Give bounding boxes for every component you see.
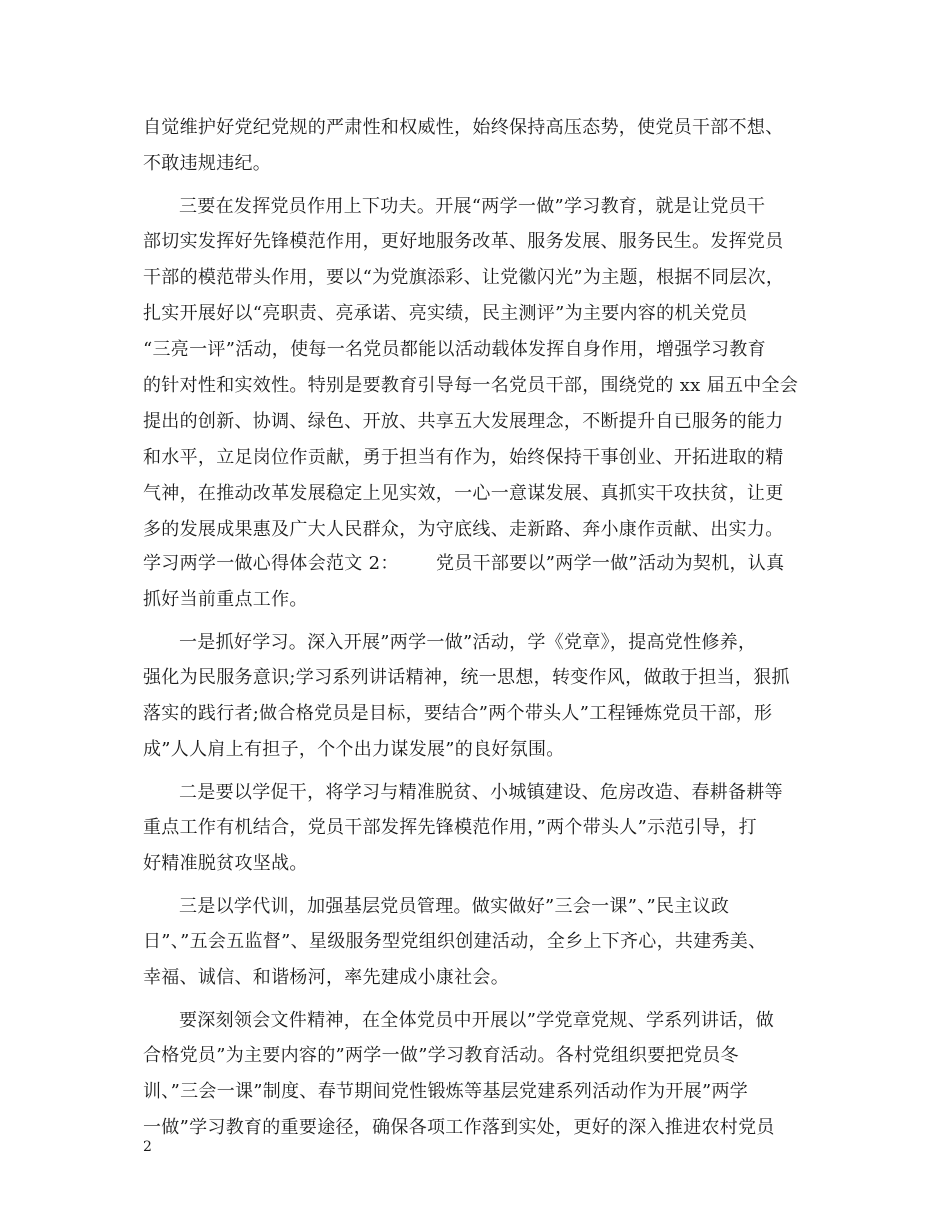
- text-line: 二是要以学促干，将学习与精准脱贫、小城镇建设、危房改造、春耕备耕等: [179, 782, 783, 803]
- text-line: 不敢违规违纪。: [143, 153, 272, 174]
- text-line: 三要在发挥党员作用上下功夫。开展“两学一做”学习教育，就是让党员干: [179, 196, 766, 217]
- text-line: 气神，在推动改革发展稳定上见实效，一心一意谋发展、真抓实干攻扶贫，让更: [143, 483, 784, 504]
- text-line: 合格党员”为主要内容的”两学一做”学习教育活动。各村党组织要把党员冬: [143, 1045, 739, 1066]
- text-line: 好精准脱贫攻坚战。: [143, 853, 308, 874]
- text-line: 抓好当前重点工作。: [143, 589, 308, 610]
- text-line: 扎实开展好以“亮职责、亮承诺、亮实绩，民主测评”为主要内容的机关党员: [143, 303, 748, 324]
- text-line: 幸福、诚信、和谐杨河，率先建成小康社会。: [143, 967, 509, 988]
- text-line: 训、”三会一课”制度、春节期间党性锻炼等基层党建系列活动作为开展”两学: [143, 1081, 749, 1102]
- page-number: 2: [143, 1139, 152, 1155]
- text-line: 日”、”五会五监督”、星级服务型党组织创建活动，全乡上下齐心，共建秀美、: [143, 931, 767, 952]
- text-line: 干部的模范带头作用，要以“为党旗添彩、让党徽闪光”为主题，根据不同层次，: [143, 267, 785, 288]
- text-line: 强化为民服务意识;学习系列讲话精神，统一思想，转变作风，做敢于担当，狠抓: [143, 667, 790, 688]
- text-line: 部切实发挥好先锋模范作用，更好地服务改革、服务发展、服务民生。发挥党员: [143, 231, 784, 252]
- text-line: 重点工作有机结合，党员干部发挥先锋模范作用，”两个带头人”示范引导，打: [143, 817, 757, 838]
- text-line: 自觉维护好党纪党规的严肃性和权威性，始终保持高压态势，使党员干部不想、: [143, 117, 784, 138]
- text-line: 要深刻领会文件精神，在全体党员中开展以”学党章党规、学系列讲话，做: [179, 1010, 775, 1031]
- text-line: 的针对性和实效性。特别是要教育引导每一名党员干部，围绕党的 xx 届五中全会: [143, 375, 799, 396]
- text-line: 成”人人肩上有担子，个个出力谋发展”的良好氛围。: [143, 739, 565, 760]
- text-line: “三亮一评”活动，使每一名党员都能以活动载体发挥自身作用，增强学习教育: [143, 339, 766, 360]
- text-line: 多的发展成果惠及广大人民群众，为守底线、走新路、奔小康作贡献、出实力。: [143, 519, 784, 540]
- text-line: 党员干部要以”两学一做”活动为契机，认真: [436, 553, 785, 574]
- text-line: 三是以学代训，加强基层党员管理。做实做好”三会一课”、”民主议政: [179, 896, 730, 917]
- text-line: 一是抓好学习。深入开展”两学一做”活动，学《党章》，提高党性修养，: [179, 632, 757, 653]
- text-line: 和水平，立足岗位作贡献，勇于担当有作为，始终保持干事创业、开拓进取的精: [143, 447, 784, 468]
- text-line: 一做”学习教育的重要途径，确保各项工作落到实处，更好的深入推进农村党员: [143, 1117, 775, 1138]
- text-line: 落实的践行者;做合格党员是目标，要结合”两个带头人”工程锤炼党员干部，形: [143, 703, 773, 724]
- text-line: 提出的创新、协调、绿色、开放、共享五大发展理念，不断提升自已服务的能力: [143, 411, 784, 432]
- section-heading: 学习两学一做心得体会范文 2：: [143, 553, 399, 574]
